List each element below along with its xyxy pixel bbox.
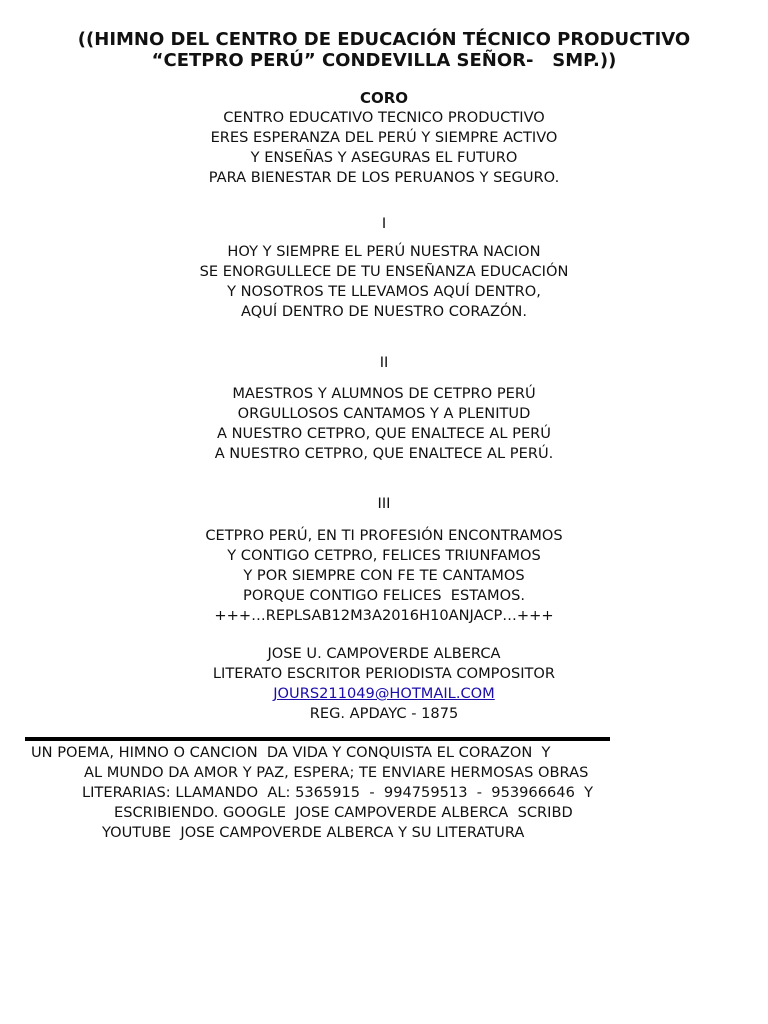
stanza-1-numeral: I <box>381 215 387 232</box>
footer-message <box>0 743 768 843</box>
document-title <box>0 29 768 71</box>
stanza-3-numeral: III <box>377 495 391 512</box>
stanza-2-numeral-block <box>0 353 768 373</box>
stanza-line: A NUESTRO CETPRO, QUE ENALTECE AL PERÚ <box>217 425 551 442</box>
stanza-1-numeral-block <box>0 214 768 234</box>
stanza-line: AQUÍ DENTRO DE NUESTRO CORAZÓN. <box>240 303 527 320</box>
footer-line: ESCRIBIENDO. GOOGLE JOSE CAMPOVERDE ALBERCA SCRIBD <box>114 804 573 821</box>
coro-section <box>0 88 768 188</box>
horizontal-divider <box>25 737 610 741</box>
author-profession: LITERATO ESCRITOR PERIODISTA COMPOSITOR <box>212 665 556 682</box>
stanza-2 <box>0 384 768 464</box>
stanza-line: SE ENORGULLECE DE TU ENSEÑANZA EDUCACIÓN <box>199 263 569 280</box>
author-name: JOSE U. CAMPOVERDE ALBERCA <box>267 645 501 662</box>
stanza-3-numeral-block <box>0 494 768 514</box>
stanza-code-line: +++…REPLSAB12M3A2016H10ANJACP…+++ <box>214 607 554 624</box>
stanza-line: Y POR SIEMPRE CON FE TE CANTAMOS <box>243 567 525 584</box>
coro-line: ERES ESPERANZA DEL PERÚ Y SIEMPRE ACTIVO <box>210 129 558 146</box>
stanza-2-numeral: II <box>379 354 389 371</box>
author-email-link[interactable]: JOURS211049@HOTMAIL.COM <box>273 685 495 702</box>
author-registration: REG. APDAYC - 1875 <box>309 705 459 722</box>
title-line-2: “CETPRO PERÚ” CONDEVILLA SEÑOR- SMP.)) <box>151 50 617 71</box>
coro-line: CENTRO EDUCATIVO TECNICO PRODUCTIVO <box>223 109 545 126</box>
coro-line: PARA BIENESTAR DE LOS PERUANOS Y SEGURO. <box>208 169 560 186</box>
stanza-line: PORQUE CONTIGO FELICES ESTAMOS. <box>243 587 525 604</box>
stanza-line: CETPRO PERÚ, EN TI PROFESIÓN ENCONTRAMOS <box>205 527 563 544</box>
stanza-line: HOY Y SIEMPRE EL PERÚ NUESTRA NACION <box>227 243 541 260</box>
stanza-1 <box>0 242 768 322</box>
title-line-1: ((HIMNO DEL CENTRO DE EDUCACIÓN TÉCNICO PRODUCTIVO <box>77 29 691 50</box>
footer-line: YOUTUBE JOSE CAMPOVERDE ALBERCA Y SU LITERATURA <box>102 824 525 841</box>
stanza-3 <box>0 526 768 626</box>
stanza-line: Y NOSOTROS TE LLEVAMOS AQUÍ DENTRO, <box>227 283 541 300</box>
coro-heading: CORO <box>359 89 409 107</box>
author-block <box>0 644 768 724</box>
stanza-line: A NUESTRO CETPRO, QUE ENALTECE AL PERÚ. <box>214 445 554 462</box>
footer-line: AL MUNDO DA AMOR Y PAZ, ESPERA; TE ENVIARE HERMOSAS OBRAS <box>84 764 589 781</box>
coro-line: Y ENSEÑAS Y ASEGURAS EL FUTURO <box>250 149 518 166</box>
stanza-line: ORGULLOSOS CANTAMOS Y A PLENITUD <box>237 405 531 422</box>
footer-line: LITERARIAS: LLAMANDO AL: 5365915 - 994759513 - 953966646 Y <box>82 784 594 801</box>
footer-line: UN POEMA, HIMNO O CANCION DA VIDA Y CONQUISTA EL CORAZON Y <box>31 744 551 761</box>
stanza-line: MAESTROS Y ALUMNOS DE CETPRO PERÚ <box>232 385 536 402</box>
stanza-line: Y CONTIGO CETPRO, FELICES TRIUNFAMOS <box>227 547 541 564</box>
